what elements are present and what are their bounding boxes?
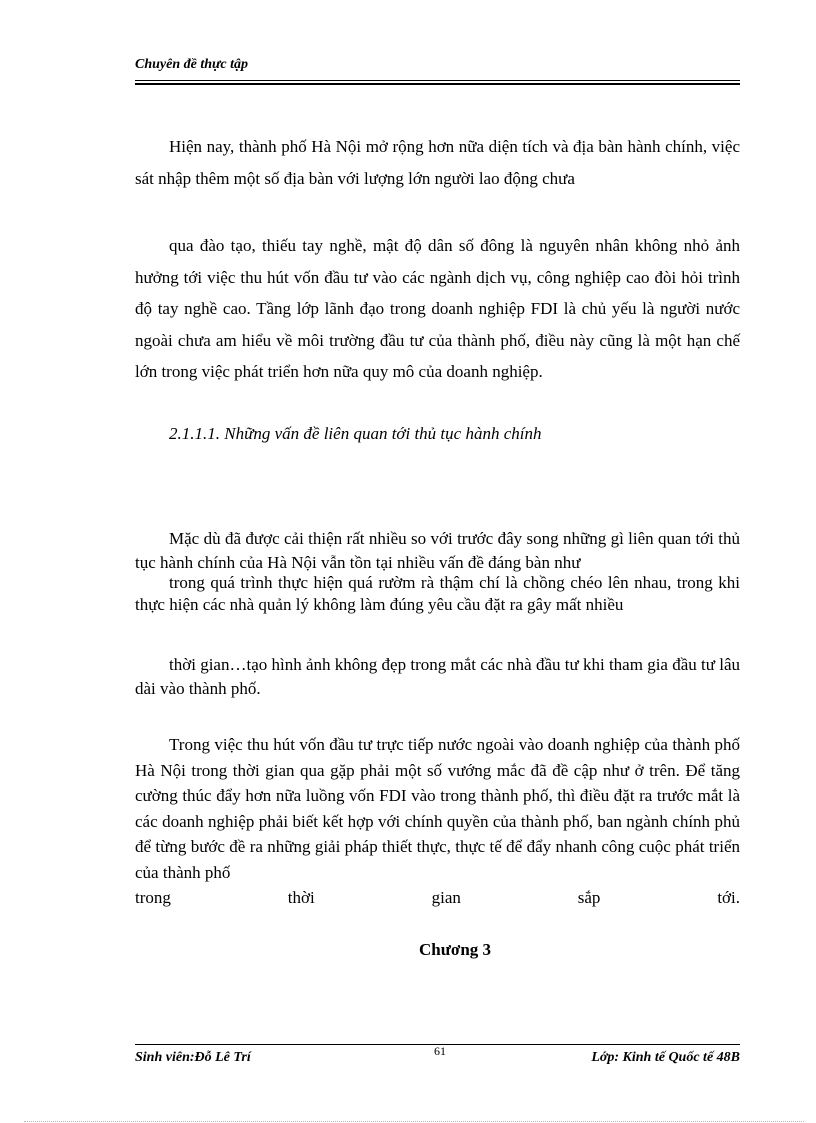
paragraph-6: [135, 732, 740, 911]
header-rule-thin: [135, 80, 740, 81]
paragraph-6-last-line: trong thời gian sắp tới.: [135, 888, 740, 907]
chapter-heading: Chương 3: [418, 940, 492, 959]
footer-student-name: Sinh viên:Đỗ Lê Trí: [135, 1050, 251, 1065]
paragraph-6-text: Trong việc thu hút vốn đầu tư trực tiếp nước ngoài vào doanh nghiệp của thành phố Hà Nội trong thời gian qua gặp phải một số vướng mắc đã đề cập như ở trên. Để tăng cường thúc đẩy hơn nữa luồng vốn FDI vào trong thành phố, thì điều đặt ra trước mắt là các doanh nghiệp phải biết kết hợp với chính quyền của thành phố, ban ngành chính phủ để từng bước đề ra những giải pháp thiết thực, thực tế để đẩy nhanh công cuộc phát triển của thành phố: [135, 735, 740, 882]
paragraph-4: trong quá trình thực hiện quá rườm rà thậm chí là chồng chéo lên nhau, trong khi thực hiện các nhà quản lý không làm đúng yêu cầu đặt ra gây mất nhiều: [135, 573, 740, 614]
header-rule-thick: [135, 83, 740, 85]
paragraph-1: Hiện nay, thành phố Hà Nội mở rộng hơn nữa diện tích và địa bàn hành chính, việc sát nhập thêm một số địa bàn với lượng lớn người lao động chưa: [135, 137, 740, 188]
paragraph-2: qua đào tạo, thiếu tay nghề, mật độ dân số đông là nguyên nhân không nhỏ ảnh hưởng tới việc thu hút vốn đầu tư vào các ngành dịch vụ, công nghiệp cao đòi hỏi trình độ tay nghề cao. Tầng lớp lãnh đạo trong doanh nghiệp FDI là chủ yếu là người nước ngoài chưa am hiểu về môi trường đầu tư của thành phố, điều này cũng là một hạn chế lớn trong việc phát triển hơn nữa quy mô của doanh nghiệp.: [135, 236, 740, 381]
page-number: 61: [434, 1044, 446, 1058]
footer-class-name: Lớp: Kinh tế Quốc tế 48B: [591, 1050, 740, 1065]
page-edge-divider: [24, 1121, 804, 1122]
header-title: Chuyên đề thực tập: [135, 57, 249, 72]
paragraph-5: thời gian…tạo hình ảnh không đẹp trong mắt các nhà đầu tư khi tham gia đầu tư lâu dài vào thành phố.: [135, 655, 740, 698]
paragraph-3: Mặc dù đã được cải thiện rất nhiều so với trước đây song những gì liên quan tới thủ tục hành chính của Hà Nội vẫn tồn tại nhiều vấn đề đáng bàn như: [135, 529, 740, 572]
section-subheading: 2.1.1.1. Những vấn đề liên quan tới thủ tục hành chính: [169, 424, 542, 443]
